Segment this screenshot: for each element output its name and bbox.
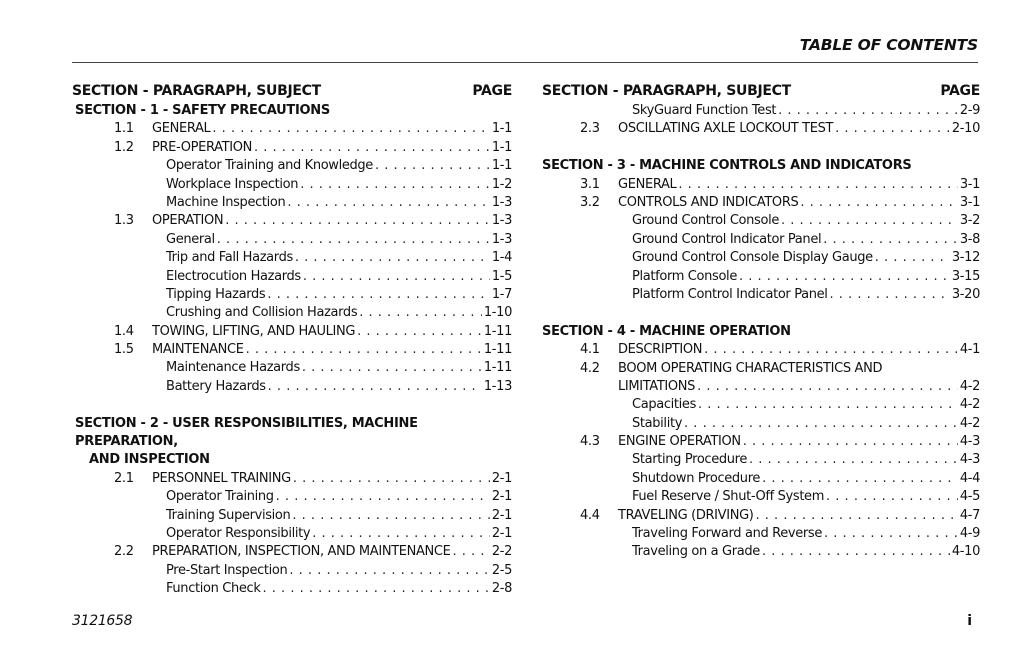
toc-entry[interactable]: Capacities . . . 4-2 — [542, 396, 980, 414]
section-heading[interactable] — [72, 415, 512, 470]
toc-entry[interactable]: 3.1 GENERAL . . . 3-1 — [542, 176, 980, 194]
toc-entry[interactable]: Trip and Fall Hazards . . . 1-4 — [72, 249, 512, 267]
column-header — [542, 80, 980, 102]
toc-entry[interactable]: Ground Control Indicator Panel . . . 3-8 — [542, 231, 980, 249]
toc-entry-continuation[interactable]: LIMITATIONS . . . 4-2 — [542, 378, 980, 396]
toc-entry[interactable]: Crushing and Collision Hazards . . . 1-10 — [72, 304, 512, 322]
column-header-page: PAGE — [940, 83, 980, 99]
toc-column-left — [72, 80, 512, 599]
toc-entry[interactable]: 1.1 GENERAL . . . 1-1 — [72, 120, 512, 138]
column-header — [72, 80, 512, 102]
section-heading-line2: AND INSPECTION — [89, 452, 210, 468]
toc-entry[interactable]: Operator Training and Knowledge . . . 1-1 — [72, 157, 512, 175]
section-heading[interactable]: SECTION - 3 - MACHINE CONTROLS AND INDICATORS — [542, 158, 912, 174]
toc-entry[interactable]: 2.3 OSCILLATING AXLE LOCKOUT TEST . . . 2-10 — [542, 120, 980, 138]
toc-entry[interactable]: Stability . . . 4-2 — [542, 415, 980, 433]
toc-entry[interactable]: 1.5 MAINTENANCE . . . 1-11 — [72, 341, 512, 359]
toc-entry[interactable]: Electrocution Hazards . . . 1-5 — [72, 268, 512, 286]
toc-entry[interactable]: General . . . 1-3 — [72, 231, 512, 249]
column-header-page: PAGE — [472, 83, 512, 99]
toc-entry[interactable]: 4.4 TRAVELING (DRIVING) . . . 4-7 — [542, 507, 980, 525]
column-header-label: SECTION - PARAGRAPH, SUBJECT — [72, 83, 321, 99]
toc-entry[interactable]: 4.2 BOOM OPERATING CHARACTERISTICS AND — [580, 360, 883, 376]
page-number: i — [967, 613, 972, 629]
toc-entry[interactable]: 4.3 ENGINE OPERATION . . . 4-3 — [542, 433, 980, 451]
toc-entry[interactable]: Workplace Inspection . . . 1-2 — [72, 176, 512, 194]
toc-entry[interactable]: 3.2 CONTROLS AND INDICATORS . . . 3-1 — [542, 194, 980, 212]
toc-entry[interactable]: Platform Console . . . 3-15 — [542, 268, 980, 286]
toc-entry[interactable]: 2.1 PERSONNEL TRAINING . . . 2-1 — [72, 470, 512, 488]
toc-entry[interactable]: Maintenance Hazards . . . 1-11 — [72, 359, 512, 377]
toc-entry[interactable]: Battery Hazards . . . 1-13 — [72, 378, 512, 396]
toc-entry[interactable]: Machine Inspection . . . 1-3 — [72, 194, 512, 212]
toc-entry[interactable]: Ground Control Console . . . 3-2 — [542, 212, 980, 230]
toc-entry[interactable]: Ground Control Console Display Gauge . . . 3-12 — [542, 249, 980, 267]
toc-entry[interactable]: Training Supervision . . . 2-1 — [72, 507, 512, 525]
toc-entry[interactable]: Shutdown Procedure . . . 4-4 — [542, 470, 980, 488]
toc-column-right — [542, 80, 980, 562]
toc-entry[interactable]: Traveling Forward and Reverse . . . 4-9 — [542, 525, 980, 543]
document-number: 3121658 — [72, 613, 133, 629]
section-heading[interactable]: SECTION - 1 - SAFETY PRECAUTIONS — [75, 103, 330, 118]
toc-entry[interactable]: Operator Training . . . 2-1 — [72, 488, 512, 506]
toc-entry[interactable]: 1.4 TOWING, LIFTING, AND HAULING . . . 1-11 — [72, 323, 512, 341]
toc-entry[interactable]: Tipping Hazards . . . 1-7 — [72, 286, 512, 304]
toc-entry[interactable]: 4.1 DESCRIPTION . . . 4-1 — [542, 341, 980, 359]
section-heading[interactable]: SECTION - 4 - MACHINE OPERATION — [542, 323, 791, 339]
header-rule — [72, 62, 978, 63]
section-heading-line1: SECTION - 2 - USER RESPONSIBILITIES, MACHINE PREPARATION, — [75, 415, 418, 450]
toc-entry[interactable]: Pre-Start Inspection . . . 2-5 — [72, 562, 512, 580]
toc-entry[interactable]: Function Check . . . 2-8 — [72, 580, 512, 598]
column-header-label: SECTION - PARAGRAPH, SUBJECT — [542, 83, 791, 99]
toc-entry[interactable]: Starting Procedure . . . 4-3 — [542, 451, 980, 469]
toc-entry[interactable]: Platform Control Indicator Panel . . . 3-20 — [542, 286, 980, 304]
toc-entry[interactable]: Fuel Reserve / Shut-Off System . . . 4-5 — [542, 488, 980, 506]
toc-entry[interactable]: SkyGuard Function Test . . . 2-9 — [542, 102, 980, 120]
toc-entry[interactable]: 1.3 OPERATION . . . 1-3 — [72, 212, 512, 230]
toc-entry[interactable]: Operator Responsibility . . . 2-1 — [72, 525, 512, 543]
toc-entry[interactable]: Traveling on a Grade . . . 4-10 — [542, 543, 980, 561]
toc-entry[interactable]: 1.2 PRE-OPERATION . . . 1-1 — [72, 139, 512, 157]
page-title: TABLE OF CONTENTS — [799, 36, 978, 54]
toc-entry[interactable]: 2.2 PREPARATION, INSPECTION, AND MAINTENANCE . . . 2-2 — [72, 543, 512, 561]
